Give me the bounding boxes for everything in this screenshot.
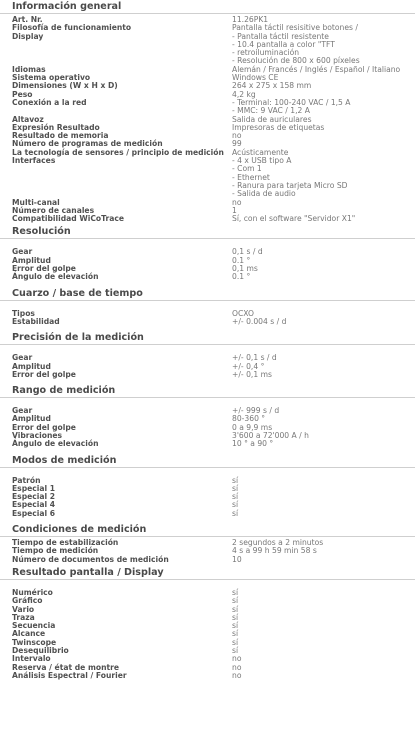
- spec-value: +/- 0,1 ms: [232, 369, 272, 379]
- section-body: [0, 580, 415, 685]
- spec-row: [12, 371, 415, 379]
- spec-value: no: [232, 670, 242, 680]
- spec-label: Especial 4: [12, 500, 56, 510]
- spec-values: [232, 647, 415, 655]
- spec-label: Altavoz: [12, 114, 44, 124]
- spec-values: [232, 510, 415, 518]
- spec-row: [12, 501, 415, 509]
- spec-label: Conexión a la red: [12, 97, 87, 107]
- spec-value: Salida de auriculares: [232, 114, 312, 124]
- spec-label: Amplitud: [12, 255, 51, 265]
- spec-value: sí: [232, 646, 239, 656]
- spec-value: 0.1 °: [232, 272, 251, 282]
- spec-values: [232, 547, 415, 555]
- spec-value: 264 x 275 x 158 mm: [232, 81, 312, 91]
- spec-label: Reserva / état de montre: [12, 662, 120, 672]
- spec-label: La tecnología de sensores / principio de medición: [12, 147, 224, 157]
- spec-value: 80-360 °: [232, 414, 266, 424]
- spec-row: [12, 622, 415, 630]
- section-body: [0, 301, 415, 332]
- spec-label: Interfaces: [12, 156, 56, 166]
- spec-label: Vario: [12, 604, 35, 614]
- spec-values: [232, 655, 415, 663]
- spec-label: Idiomas: [12, 64, 46, 74]
- spec-value: 99: [232, 139, 242, 149]
- section-title: Modos de medición: [0, 454, 415, 468]
- section-title: Condiciones de medición: [0, 523, 415, 537]
- spec-label: Número de documentos de medición: [12, 554, 169, 564]
- section-title: Cuarzo / base de tiempo: [0, 287, 415, 301]
- spec-value: sí: [232, 629, 239, 639]
- spec-value: - MMC: 9 VAC / 1,2 A: [232, 106, 310, 116]
- spec-value: sí: [232, 587, 239, 597]
- spec-label: Twinscope: [12, 637, 57, 647]
- spec-row: [12, 647, 415, 655]
- spec-value: +/- 0,4 °: [232, 361, 265, 371]
- spec-values: [232, 622, 415, 630]
- spec-label: Sistema operativo: [12, 73, 91, 83]
- spec-label: Compatibilidad WiCoTrace: [12, 214, 125, 224]
- spec-value: OCXO: [232, 308, 254, 318]
- spec-label: Gear: [12, 353, 33, 363]
- spec-value: +/- 0,1 s / d: [232, 353, 277, 363]
- spec-label: Error del golpe: [12, 422, 76, 432]
- spec-value: +/- 999 s / d: [232, 406, 280, 416]
- spec-label: Desequilibrio: [12, 646, 69, 656]
- spec-section: [0, 384, 415, 453]
- spec-values: [232, 215, 415, 223]
- spec-row: [12, 493, 415, 501]
- spec-values: [232, 556, 415, 564]
- section-body: [0, 239, 415, 286]
- section-body: [0, 537, 415, 566]
- spec-value: 10 ° a 90 °: [232, 439, 274, 449]
- spec-label: Especial 2: [12, 492, 56, 502]
- spec-label: Número de programas de medición: [12, 139, 163, 149]
- spec-value: sí: [232, 483, 239, 493]
- spec-row: [12, 24, 415, 32]
- spec-values: [232, 485, 415, 493]
- spec-label: Patrón: [12, 475, 41, 485]
- spec-label: Amplitud: [12, 414, 51, 424]
- spec-row: [12, 33, 415, 66]
- section-body: [0, 14, 415, 225]
- spec-label: Display: [12, 31, 44, 41]
- spec-label: Resultado de memoria: [12, 131, 109, 141]
- spec-label: Numérico: [12, 587, 53, 597]
- spec-values: [232, 199, 415, 207]
- spec-row: [12, 606, 415, 614]
- spec-label: Gráfico: [12, 596, 43, 606]
- spec-label: Intervalo: [12, 654, 51, 664]
- section-body: [0, 398, 415, 453]
- spec-label: Error del golpe: [12, 264, 76, 274]
- spec-value: sí: [232, 492, 239, 502]
- spec-values: [232, 371, 415, 379]
- spec-value: no: [232, 197, 242, 207]
- spec-value: - Resolución de 800 x 600 píxeles: [232, 56, 360, 66]
- spec-value: - Com 1: [232, 164, 262, 174]
- spec-label: Traza: [12, 612, 35, 622]
- spec-values: [232, 273, 415, 281]
- spec-value: - 4 x USB tipo A: [232, 156, 292, 166]
- spec-value: +/- 0.004 s / d: [232, 316, 287, 326]
- section-title: Resolución: [0, 225, 415, 239]
- spec-row: [12, 485, 415, 493]
- section-title: Rango de medición: [0, 384, 415, 398]
- spec-value: 2 segundos a 2 minutos: [232, 538, 324, 548]
- spec-section: [0, 454, 415, 523]
- spec-value: no: [232, 662, 242, 672]
- spec-values: [232, 33, 415, 66]
- section-body: [0, 468, 415, 523]
- spec-label: Expresión Resultado: [12, 122, 100, 132]
- spec-values: [232, 614, 415, 622]
- spec-value: sí: [232, 500, 239, 510]
- spec-values: [232, 639, 415, 647]
- spec-row: [12, 149, 415, 157]
- spec-row: [12, 597, 415, 605]
- spec-value: 4,2 kg: [232, 89, 256, 99]
- spec-label: Tiempo de medición: [12, 546, 99, 556]
- spec-value: 11.26PK1: [232, 15, 269, 24]
- spec-value: sí: [232, 604, 239, 614]
- spec-value: 0,1 s / d: [232, 247, 263, 257]
- spec-label: Filosofía de funcionamiento: [12, 23, 132, 33]
- spec-row: [12, 440, 415, 448]
- spec-label: Análisis Espectral / Fourier: [12, 670, 127, 680]
- spec-values: [232, 501, 415, 509]
- spec-row: [12, 354, 415, 362]
- spec-value: 1: [232, 205, 237, 215]
- spec-value: sí: [232, 612, 239, 622]
- spec-label: Especial 1: [12, 483, 56, 493]
- spec-section: [0, 287, 415, 332]
- spec-values: [232, 257, 415, 265]
- spec-label: Estabilidad: [12, 316, 60, 326]
- section-title: Resultado pantalla / Display: [0, 566, 415, 580]
- spec-label: Tiempo de estabilización: [12, 538, 119, 548]
- spec-values: [232, 477, 415, 485]
- spec-row: [12, 614, 415, 622]
- spec-row: [12, 248, 415, 256]
- spec-label: Multi-canal: [12, 197, 60, 207]
- spec-row: [12, 310, 415, 318]
- spec-values: [232, 630, 415, 638]
- spec-row: [12, 589, 415, 597]
- spec-row: [12, 215, 415, 223]
- spec-label: Especial 6: [12, 508, 56, 518]
- spec-label: Peso: [12, 89, 33, 99]
- spec-value: - Salida de audio: [232, 189, 296, 199]
- spec-values: [232, 597, 415, 605]
- spec-value: Sí, con el software "Servidor X1": [232, 214, 356, 224]
- spec-value: Pantalla táctil resisitive botones /: [232, 23, 358, 33]
- section-title: Precisión de la medición: [0, 331, 415, 345]
- spec-values: [232, 265, 415, 273]
- spec-values: [232, 440, 415, 448]
- spec-values: [232, 589, 415, 597]
- spec-row: [12, 639, 415, 647]
- spec-label: Gear: [12, 406, 33, 416]
- spec-value: - Pantalla táctil resistente: [232, 31, 329, 41]
- spec-value: 3'600 a 72'000 A / h: [232, 430, 309, 440]
- spec-value: 0.1 °: [232, 255, 251, 265]
- spec-label: Ángulo de elevación: [12, 272, 99, 282]
- spec-label: Alcance: [12, 629, 46, 639]
- spec-value: 10: [232, 554, 242, 564]
- spec-value: - 10.4 pantalla a color "TFT: [232, 39, 335, 49]
- spec-row: [12, 477, 415, 485]
- spec-values: [232, 132, 415, 140]
- spec-value: 0,1 ms: [232, 264, 258, 274]
- spec-label: Secuencia: [12, 621, 56, 631]
- spec-row: [12, 630, 415, 638]
- spec-values: [232, 124, 415, 132]
- spec-value: 0 a 9,9 ms: [232, 422, 273, 432]
- spec-value: - Terminal: 100-240 VAC / 1,5 A: [232, 97, 351, 107]
- spec-label: Dimensiones (W x H x D): [12, 81, 118, 91]
- spec-section: [0, 566, 415, 685]
- spec-label: Número de canales: [12, 205, 95, 215]
- spec-value: - Ranura para tarjeta Micro SD: [232, 180, 348, 190]
- spec-value: Impresoras de etiquetas: [232, 122, 325, 132]
- spec-value: no: [232, 654, 242, 664]
- spec-section: [0, 331, 415, 384]
- spec-values: [232, 157, 415, 198]
- spec-value: Acústicamente: [232, 147, 289, 157]
- spec-section: [0, 0, 415, 225]
- section-body: [0, 345, 415, 384]
- spec-value: sí: [232, 637, 239, 647]
- spec-values: [232, 664, 415, 672]
- spec-label: Vibraciones: [12, 430, 63, 440]
- spec-row: [12, 273, 415, 281]
- spec-value: 4 s a 99 h 59 min 58 s: [232, 546, 317, 556]
- spec-label: Error del golpe: [12, 369, 76, 379]
- spec-values: [232, 318, 415, 326]
- spec-label: Amplitud: [12, 361, 51, 371]
- spec-value: sí: [232, 621, 239, 631]
- spec-row: [12, 82, 415, 90]
- spec-label: Ángulo de elevación: [12, 439, 99, 449]
- spec-row: [12, 672, 415, 680]
- spec-value: sí: [232, 596, 239, 606]
- spec-row: [12, 424, 415, 432]
- spec-row: [12, 99, 415, 116]
- spec-values: [232, 99, 415, 116]
- spec-row: [12, 318, 415, 326]
- spec-value: no: [232, 131, 242, 141]
- spec-value: Alemán / Francés / Inglés / Español / Italiano: [232, 64, 401, 74]
- spec-value: Windows CE: [232, 73, 279, 83]
- spec-values: [232, 672, 415, 680]
- spec-label: Gear: [12, 247, 33, 257]
- spec-value: - retroiluminación: [232, 48, 300, 58]
- spec-value: sí: [232, 508, 239, 518]
- spec-value: - Ethernet: [232, 172, 270, 182]
- spec-row: [12, 157, 415, 198]
- spec-value: sí: [232, 475, 239, 485]
- spec-row: [12, 407, 415, 415]
- spec-label: Art. Nr.: [12, 15, 43, 24]
- spec-values: [232, 82, 415, 90]
- spec-values: [232, 606, 415, 614]
- spec-values: [232, 248, 415, 256]
- spec-section: [0, 225, 415, 286]
- section-title: Información general: [0, 0, 415, 14]
- spec-label: Tipos: [12, 308, 35, 318]
- spec-row: [12, 510, 415, 518]
- spec-row: [12, 556, 415, 564]
- spec-section: [0, 523, 415, 566]
- spec-values: [232, 493, 415, 501]
